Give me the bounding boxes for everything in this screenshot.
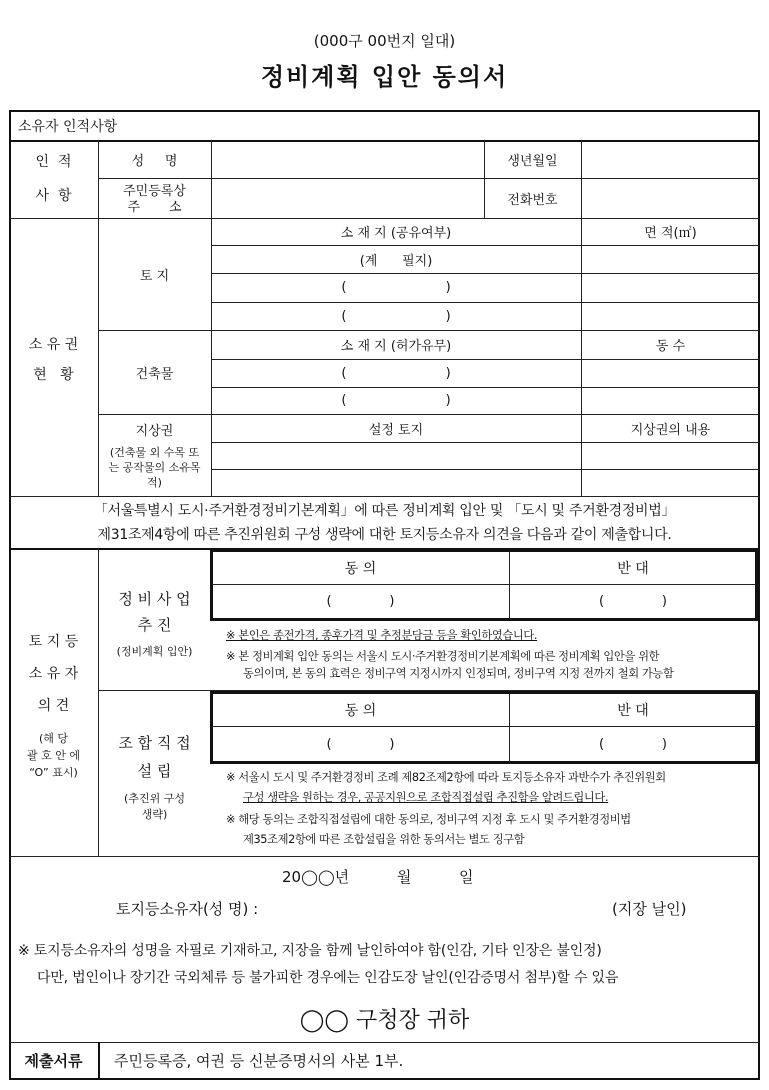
union-note: 제35조제2항에 따른 조합설립을 위한 동의서는 별도 징구함 bbox=[243, 833, 525, 846]
address-label: 주 소 bbox=[127, 200, 182, 215]
surface-row[interactable] bbox=[212, 470, 580, 495]
building-count-header: 동 수 bbox=[655, 339, 686, 354]
project-label: 추 진 bbox=[137, 615, 172, 634]
disagree-header: 반 대 bbox=[617, 561, 649, 577]
union-agree-mark[interactable]: ( ) bbox=[326, 736, 395, 752]
union-note: 구성 생략을 원하는 경우, 공공지원으로 조합직접설립 추진함을 알려드립니다. bbox=[243, 791, 609, 804]
union-disagree-mark[interactable]: ( ) bbox=[599, 736, 667, 752]
surface-land-header: 설정 토지 bbox=[368, 422, 424, 438]
building-row[interactable]: ( ) bbox=[341, 393, 451, 408]
opinion-label: 소 유 자 bbox=[28, 666, 79, 682]
agree-header: 동 의 bbox=[344, 703, 377, 719]
phone-label: 전화번호 bbox=[507, 192, 558, 208]
agree-header: 동 의 bbox=[344, 561, 377, 577]
building-label: 건축물 bbox=[135, 366, 174, 382]
statement-line: 「서울특별시 도시·주거환경정비기본계획」에 따른 정비계획 입안 및 「도시 및 주거환경정비법」 bbox=[93, 503, 676, 519]
page-title: 정비계획 입안 동의서 bbox=[260, 62, 509, 91]
surface-row[interactable] bbox=[212, 443, 580, 468]
name-field[interactable] bbox=[212, 141, 483, 177]
land-row[interactable]: ( ) bbox=[341, 280, 451, 295]
building-row[interactable]: ( ) bbox=[341, 365, 451, 381]
project-sub-label: (정비계획 입안) bbox=[116, 644, 193, 658]
birth-label: 생년월일 bbox=[507, 153, 558, 169]
land-row[interactable]: ( ) bbox=[341, 308, 451, 324]
documents-label: 제출서류 bbox=[24, 1051, 83, 1070]
statement-line: 제31조제4항에 따른 추진위원회 구성 생략에 대한 토지등소유자 의견을 다음과 같이 제출합니다. bbox=[97, 527, 672, 543]
project-label: 정 비 사 업 bbox=[118, 589, 191, 608]
union-sub-label: 생략) bbox=[141, 807, 168, 821]
personal-info-label: 사 항 bbox=[35, 188, 72, 204]
opinion-hint: “O” 표시) bbox=[29, 765, 78, 779]
name-label: 성 명 bbox=[131, 153, 178, 169]
documents-value: 주민등록증, 여권 등 신분증명서의 사본 1부. bbox=[114, 1051, 404, 1070]
land-area-header: 면 적(㎡) bbox=[644, 226, 697, 241]
signature-notice: ※ 토지등소유자의 성명을 자필로 기재하고, 지장을 함께 날인하여야 함(인감, 기타 인장은 불인정) bbox=[18, 943, 602, 959]
subtitle: (000구 00번지 일대) bbox=[313, 31, 456, 50]
addressee: ◯◯ 구청장 귀하 bbox=[299, 1007, 470, 1033]
disagree-header: 반 대 bbox=[617, 703, 649, 719]
address-field[interactable] bbox=[212, 179, 483, 217]
opinion-label: 토 지 등 bbox=[28, 634, 79, 650]
union-sub-label: (추진위 구성 bbox=[124, 791, 185, 805]
project-note: ※ 본 정비계획 입안 동의는 서울시 도시·주거환경정비기본계획에 따른 정비계획 입안을 위한 bbox=[226, 650, 660, 663]
surface-right-label: 지상권 bbox=[135, 423, 174, 439]
signature-notice: 다만, 법인이나 장기간 국외체류 등 불가피한 경우에는 인감도장 날인(인감증명서 첨부)할 수 있음 bbox=[37, 970, 619, 986]
birth-field[interactable] bbox=[582, 141, 758, 177]
address-label: 주민등록상 bbox=[123, 184, 186, 199]
opinion-label: 의 견 bbox=[37, 698, 70, 714]
union-label: 설 립 bbox=[137, 761, 172, 780]
land-label: 토 지 bbox=[139, 268, 170, 284]
union-label: 조 합 직 접 bbox=[118, 733, 191, 752]
project-disagree-mark[interactable]: ( ) bbox=[599, 594, 667, 609]
personal-info-label: 인 적 bbox=[35, 154, 72, 170]
phone-field[interactable] bbox=[582, 179, 758, 217]
ownership-label: 소 유 권 bbox=[28, 337, 79, 353]
building-location-header: 소 재 지 (허가유무) bbox=[340, 339, 452, 354]
project-note: 동의이며, 본 동의 효력은 정비구역 지정시까지 인정되며, 정비구역 지정 전까지 철회 가능함 bbox=[243, 667, 674, 680]
opinion-hint: 괄 호 안 에 bbox=[27, 748, 80, 762]
project-agree-mark[interactable]: ( ) bbox=[326, 594, 395, 609]
union-note: ※ 해당 동의는 조합직접설립에 대한 동의로, 정비구역 지정 후 도시 및 주거환경정비법 bbox=[226, 813, 631, 826]
opinion-hint: (해 당 bbox=[38, 731, 69, 745]
owner-info-section-label: 소유자 인적사항 bbox=[18, 119, 118, 135]
signer-label: 토지등소유자(성 명) : bbox=[116, 900, 259, 918]
surface-right-sub-label: (건축물 외 수목 또는 공작물의 소유목적) bbox=[108, 445, 201, 489]
ownership-label: 현 황 bbox=[33, 367, 74, 383]
signature-date[interactable]: 20◯◯년 월 일 bbox=[282, 868, 474, 886]
surface-content-header: 지상권의 내용 bbox=[630, 422, 711, 438]
land-location-header: 소 재 지 (공유여부) bbox=[340, 226, 452, 241]
project-note: ※ 본인은 종전가격, 종후가격 및 추정분담금 등을 확인하였습니다. bbox=[226, 629, 538, 642]
land-total-row[interactable]: (계 필지) bbox=[359, 253, 433, 269]
union-note: ※ 서울시 도시 및 주거환경정비 조례 제82조제2항에 따라 토지등소유자 과반수가 추진위원회 bbox=[226, 771, 666, 784]
seal-label: (지장 날인) bbox=[612, 900, 687, 918]
